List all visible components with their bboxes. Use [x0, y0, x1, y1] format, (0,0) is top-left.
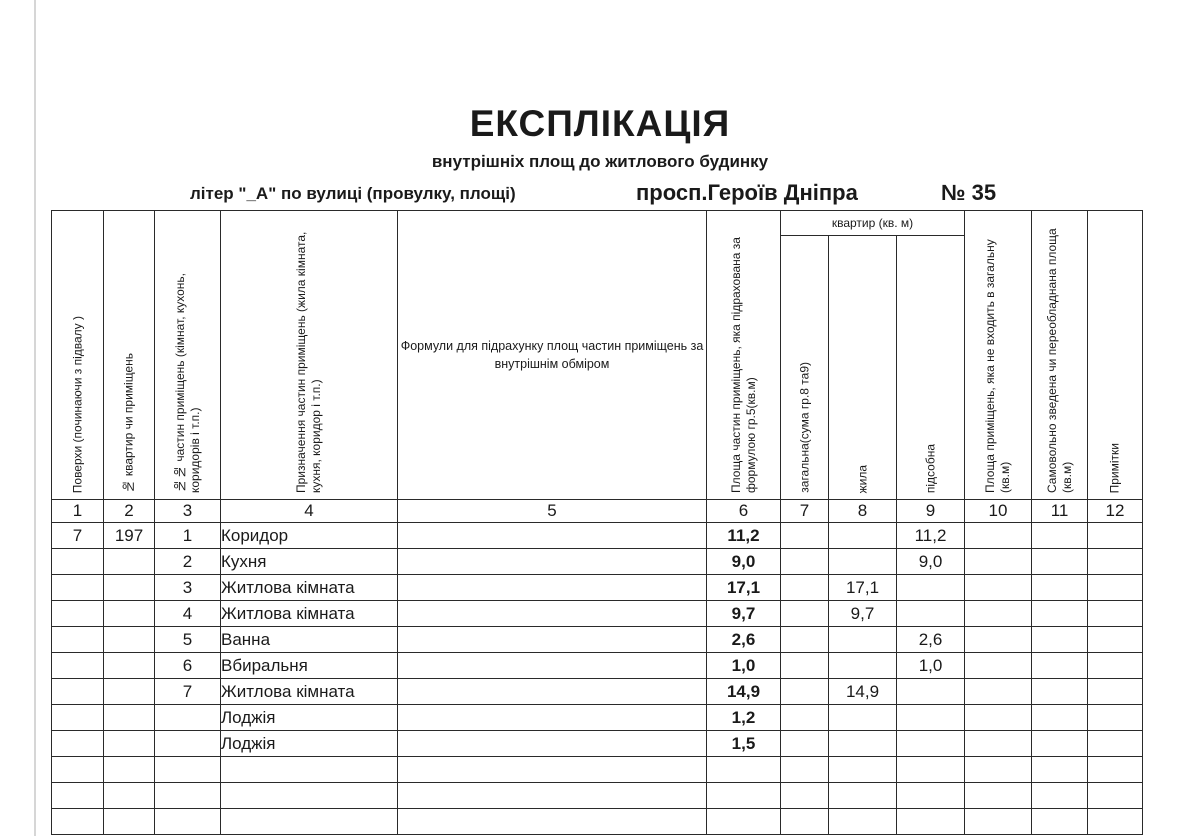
- cell-excluded: [965, 731, 1032, 757]
- cell-living: [829, 549, 897, 575]
- cell-unauthorized: [1032, 575, 1088, 601]
- cell-formula: [398, 653, 707, 679]
- table-row: [52, 757, 1143, 783]
- cell-notes: [1088, 731, 1143, 757]
- cell-apartment: [104, 601, 155, 627]
- cell-auxiliary: [897, 601, 965, 627]
- column-number: 5: [398, 500, 707, 523]
- header-part-number: №№ частин приміщень (кімнат, кухонь, коридорів і т.п.): [155, 211, 221, 500]
- table-row: [52, 679, 1143, 705]
- cell-unauthorized: [1032, 601, 1088, 627]
- cell-floor: [52, 653, 104, 679]
- cell-purpose: Лоджія: [221, 731, 398, 757]
- cell-living: [829, 731, 897, 757]
- cell-unauthorized: [1032, 627, 1088, 653]
- cell-apartment: [104, 575, 155, 601]
- cell-apartment: [104, 679, 155, 705]
- cell-excluded: [965, 575, 1032, 601]
- cell-formula: [398, 549, 707, 575]
- cell-notes: [1088, 523, 1143, 549]
- cell-part-number: 3: [155, 575, 221, 601]
- cell-auxiliary: [897, 575, 965, 601]
- address-liter: літер "_А" по вулиці (провулку, площі): [190, 184, 516, 203]
- table-row: [52, 601, 1143, 627]
- cell-part-number: 7: [155, 679, 221, 705]
- cell-area: 1,2: [707, 705, 781, 731]
- cell-notes: [1088, 809, 1143, 835]
- cell-excluded: [965, 757, 1032, 783]
- cell-notes: [1088, 575, 1143, 601]
- cell-total: [781, 601, 829, 627]
- cell-purpose: Житлова кімната: [221, 679, 398, 705]
- cell-floor: [52, 757, 104, 783]
- cell-area: [707, 757, 781, 783]
- table-row: [52, 809, 1143, 835]
- header-excluded-area: Площа приміщень, яка не входить в загальну (кв.м): [965, 211, 1032, 500]
- cell-apartment: [104, 627, 155, 653]
- cell-auxiliary: [897, 809, 965, 835]
- cell-excluded: [965, 549, 1032, 575]
- cell-part-number: [155, 731, 221, 757]
- cell-auxiliary: 1,0: [897, 653, 965, 679]
- cell-purpose: Коридор: [221, 523, 398, 549]
- cell-excluded: [965, 523, 1032, 549]
- cell-apartment: 197: [104, 523, 155, 549]
- cell-part-number: 4: [155, 601, 221, 627]
- cell-excluded: [965, 627, 1032, 653]
- cell-area: 1,0: [707, 653, 781, 679]
- table-row: [52, 575, 1143, 601]
- header-flat-group: квартир (кв. м): [781, 211, 965, 236]
- cell-part-number: 6: [155, 653, 221, 679]
- cell-floor: [52, 731, 104, 757]
- cell-total: [781, 627, 829, 653]
- cell-apartment: [104, 549, 155, 575]
- cell-living: [829, 705, 897, 731]
- cell-floor: [52, 705, 104, 731]
- cell-auxiliary: [897, 783, 965, 809]
- cell-unauthorized: [1032, 705, 1088, 731]
- column-number: 3: [155, 500, 221, 523]
- cell-purpose: [221, 809, 398, 835]
- cell-apartment: [104, 757, 155, 783]
- cell-area: [707, 809, 781, 835]
- cell-auxiliary: [897, 757, 965, 783]
- cell-area: 2,6: [707, 627, 781, 653]
- cell-notes: [1088, 679, 1143, 705]
- column-number: 4: [221, 500, 398, 523]
- header-unauthorized-area: Самовольно зведена чи переобладнана площа (кв.м): [1032, 211, 1088, 500]
- cell-unauthorized: [1032, 679, 1088, 705]
- cell-purpose: [221, 783, 398, 809]
- header-notes: Примітки: [1088, 211, 1143, 500]
- table-row: [52, 549, 1143, 575]
- cell-formula: [398, 601, 707, 627]
- header-row: [52, 211, 1143, 236]
- cell-auxiliary: [897, 679, 965, 705]
- table-row: [52, 731, 1143, 757]
- cell-part-number: [155, 757, 221, 783]
- cell-formula: [398, 705, 707, 731]
- cell-living: [829, 757, 897, 783]
- table-row: [52, 783, 1143, 809]
- column-number: 7: [781, 500, 829, 523]
- cell-auxiliary: 2,6: [897, 627, 965, 653]
- cell-excluded: [965, 705, 1032, 731]
- cell-floor: [52, 601, 104, 627]
- header-purpose: Призначення частин приміщень (жила кімната, кухня, коридор і т.п.): [221, 211, 398, 500]
- cell-notes: [1088, 653, 1143, 679]
- cell-floor: [52, 809, 104, 835]
- table-row: [52, 705, 1143, 731]
- cell-area: 1,5: [707, 731, 781, 757]
- cell-floor: [52, 549, 104, 575]
- cell-floor: [52, 679, 104, 705]
- cell-notes: [1088, 549, 1143, 575]
- header-auxiliary-area: підсобна: [897, 236, 965, 500]
- cell-purpose: Житлова кімната: [221, 601, 398, 627]
- cell-purpose: [221, 757, 398, 783]
- explication-table: [51, 210, 1143, 835]
- cell-unauthorized: [1032, 523, 1088, 549]
- cell-living: [829, 523, 897, 549]
- cell-total: [781, 679, 829, 705]
- cell-excluded: [965, 653, 1032, 679]
- cell-apartment: [104, 783, 155, 809]
- column-number: 2: [104, 500, 155, 523]
- cell-apartment: [104, 653, 155, 679]
- cell-part-number: [155, 783, 221, 809]
- cell-living: 9,7: [829, 601, 897, 627]
- cell-formula: [398, 757, 707, 783]
- column-number: 11: [1032, 500, 1088, 523]
- table-row: [52, 523, 1143, 549]
- cell-total: [781, 757, 829, 783]
- cell-notes: [1088, 601, 1143, 627]
- header-apartment: № квартир чи приміщень: [104, 211, 155, 500]
- cell-total: [781, 523, 829, 549]
- cell-total: [781, 549, 829, 575]
- header-calculated-area: Площа частин приміщень, яка підрахована за формулою гр.5(кв.м): [707, 211, 781, 500]
- cell-living: 14,9: [829, 679, 897, 705]
- column-number: 6: [707, 500, 781, 523]
- cell-auxiliary: 11,2: [897, 523, 965, 549]
- cell-area: 17,1: [707, 575, 781, 601]
- column-number: 8: [829, 500, 897, 523]
- column-number: 1: [52, 500, 104, 523]
- cell-unauthorized: [1032, 731, 1088, 757]
- header-living-area: жила: [829, 236, 897, 500]
- cell-purpose: Ванна: [221, 627, 398, 653]
- table-row: [52, 653, 1143, 679]
- cell-total: [781, 809, 829, 835]
- cell-notes: [1088, 705, 1143, 731]
- cell-part-number: [155, 705, 221, 731]
- cell-area: [707, 783, 781, 809]
- cell-excluded: [965, 601, 1032, 627]
- cell-formula: [398, 731, 707, 757]
- cell-total: [781, 731, 829, 757]
- cell-living: [829, 783, 897, 809]
- cell-floor: [52, 627, 104, 653]
- cell-floor: [52, 783, 104, 809]
- cell-living: [829, 627, 897, 653]
- cell-total: [781, 575, 829, 601]
- cell-purpose: Житлова кімната: [221, 575, 398, 601]
- cell-formula: [398, 809, 707, 835]
- cell-total: [781, 783, 829, 809]
- cell-notes: [1088, 783, 1143, 809]
- header-total-area: загальна(сума гр.8 та9): [781, 236, 829, 500]
- cell-excluded: [965, 679, 1032, 705]
- cell-excluded: [965, 783, 1032, 809]
- cell-notes: [1088, 627, 1143, 653]
- cell-unauthorized: [1032, 783, 1088, 809]
- document-title: ЕКСПЛІКАЦІЯ: [469, 103, 731, 144]
- cell-area: 11,2: [707, 523, 781, 549]
- cell-total: [781, 705, 829, 731]
- cell-apartment: [104, 731, 155, 757]
- column-number: 10: [965, 500, 1032, 523]
- cell-formula: [398, 627, 707, 653]
- cell-purpose: Вбиральня: [221, 653, 398, 679]
- cell-unauthorized: [1032, 653, 1088, 679]
- cell-area: 9,0: [707, 549, 781, 575]
- cell-formula: [398, 783, 707, 809]
- address-line: [0, 180, 1200, 210]
- cell-part-number: 5: [155, 627, 221, 653]
- cell-auxiliary: [897, 705, 965, 731]
- cell-floor: [52, 575, 104, 601]
- header-formulas: Формули для підрахунку площ частин приміщень за внутрішнім обміром: [398, 211, 707, 500]
- cell-total: [781, 653, 829, 679]
- cell-apartment: [104, 809, 155, 835]
- cell-living: 17,1: [829, 575, 897, 601]
- cell-part-number: [155, 809, 221, 835]
- cell-unauthorized: [1032, 549, 1088, 575]
- cell-part-number: 1: [155, 523, 221, 549]
- column-number: 12: [1088, 500, 1143, 523]
- table-row: [52, 627, 1143, 653]
- cell-living: [829, 653, 897, 679]
- cell-excluded: [965, 809, 1032, 835]
- cell-apartment: [104, 705, 155, 731]
- header-floor: Поверхи (починаючи з підвалу ): [52, 211, 104, 500]
- cell-formula: [398, 679, 707, 705]
- cell-purpose: Лоджія: [221, 705, 398, 731]
- column-number-row: [52, 500, 1143, 523]
- address-street: просп.Героїв Дніпра: [636, 180, 858, 205]
- cell-unauthorized: [1032, 757, 1088, 783]
- cell-notes: [1088, 757, 1143, 783]
- cell-unauthorized: [1032, 809, 1088, 835]
- cell-formula: [398, 575, 707, 601]
- cell-purpose: Кухня: [221, 549, 398, 575]
- column-number: 9: [897, 500, 965, 523]
- cell-floor: 7: [52, 523, 104, 549]
- address-number: № 35: [941, 180, 997, 205]
- cell-auxiliary: 9,0: [897, 549, 965, 575]
- cell-living: [829, 809, 897, 835]
- cell-formula: [398, 523, 707, 549]
- cell-area: 14,9: [707, 679, 781, 705]
- cell-area: 9,7: [707, 601, 781, 627]
- cell-part-number: 2: [155, 549, 221, 575]
- cell-auxiliary: [897, 731, 965, 757]
- document-subtitle: внутрішніх площ до житлового будинку: [431, 152, 769, 171]
